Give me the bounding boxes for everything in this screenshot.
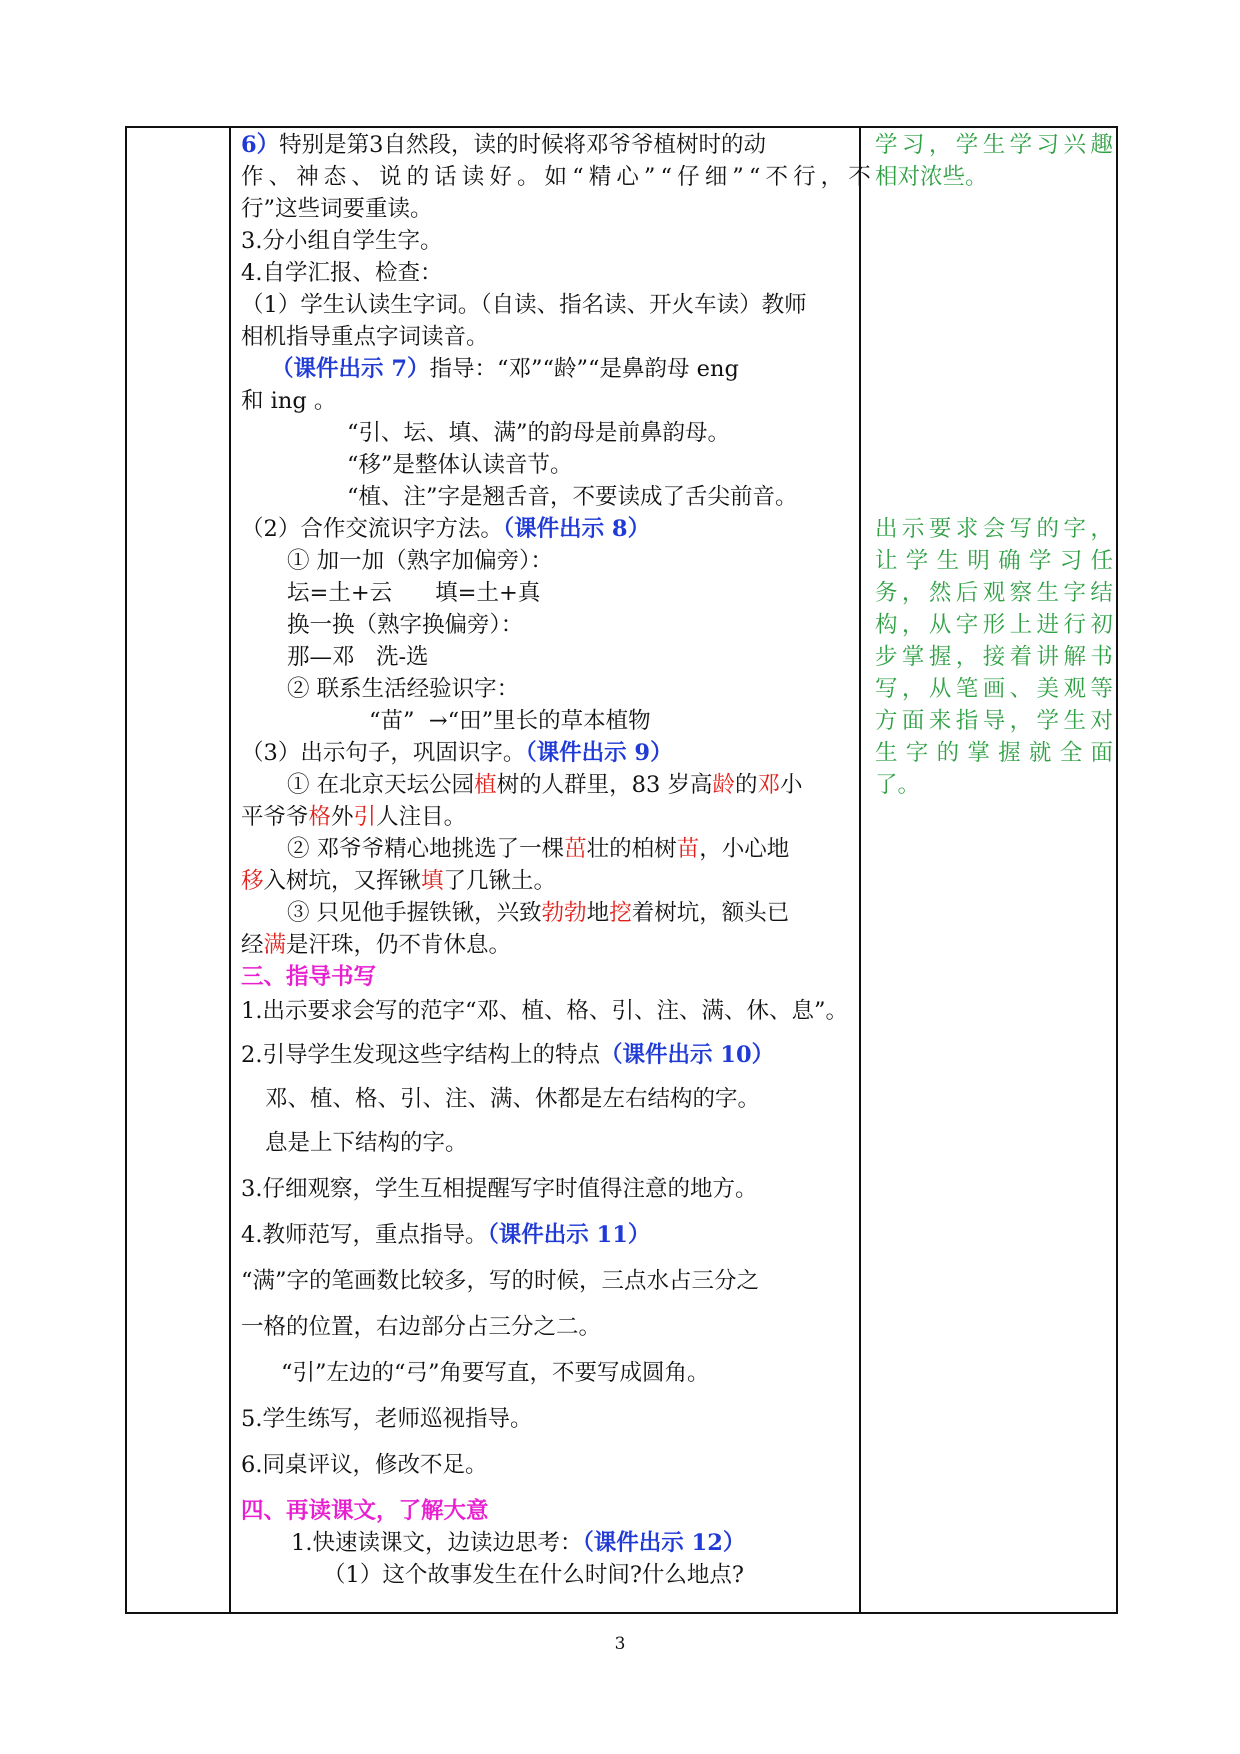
text-line: 3.分小组自学生字。 (241, 228, 443, 254)
text-line: 2.引导学生发现这些字结构上的特点（课件出示 10） (241, 1042, 775, 1068)
design-notes-column (875, 128, 1113, 1612)
text-line: 和 ing 。 (241, 388, 337, 414)
text-line: （2）合作交流识字方法。（课件出示 8） (241, 516, 651, 542)
note-line: 步 掌 握 ， 接 着 讲 解 书 (875, 644, 1113, 670)
note-line: 出 示 要 求 会 写 的 字 ， (875, 516, 1113, 542)
text-line: “引”左边的“弓”角要写直，不要写成圆角。 (281, 1360, 710, 1386)
text-line: 4.自学汇报、检查： (241, 260, 443, 286)
teaching-process-column (241, 128, 871, 1612)
text-line: 相机指导重点字词读音。 (241, 324, 489, 350)
note-line: 写 ， 从 笔 画 、 美 观 等 (875, 676, 1113, 702)
note-line: 务 ， 然 后 观 察 生 字 结 (875, 580, 1113, 606)
text-line: 坛=土+云 填=土+真 (287, 580, 541, 606)
text-line: （课件出示 7）指导：“邓”“龄”“是鼻韵母 eng (271, 356, 739, 382)
page-number: 3 (614, 1634, 626, 1654)
text-line: 6）特别是第3自然段，读的时候将邓爷爷植树时的动 (241, 132, 766, 158)
section-heading: 三、指导书写 (241, 964, 377, 990)
note-line: 了。 (875, 772, 921, 798)
column-divider (229, 128, 231, 1612)
text-line: 行”这些词要重读。 (241, 196, 433, 222)
example-sentence: ② 邓爷爷精心地挑选了一棵茁壮的柏树苗，小心地 (287, 836, 790, 862)
text-line: （3）出示句子，巩固识字。（课件出示 9） (241, 740, 673, 766)
text-line: “植、注”字是翘舌音，不要读成了舌尖前音。 (347, 484, 798, 510)
text-line: （1）学生认读生字词。（自读、指名读、开火车读）教师 (241, 292, 807, 318)
text-line: 5.学生练写，老师巡视指导。 (241, 1406, 533, 1432)
text-line: 4.教师范写，重点指导。（课件出示 11） (241, 1222, 651, 1248)
text-line: 息是上下结构的字。 (265, 1130, 468, 1156)
text-line: 那—邓 洗-选 (287, 644, 429, 670)
example-sentence: 经满是汗珠，仍不肯休息。 (241, 932, 512, 958)
text-line: ① 加一加（熟字加偏旁）： (287, 548, 553, 574)
text-line: 1.快速读课文，边读边思考：（课件出示 12） (291, 1530, 746, 1556)
note-line: 生 字 的 掌 握 就 全 面 (875, 740, 1113, 766)
text-line: “移”是整体认读音节。 (347, 452, 573, 478)
text-line: 3.仔细观察，学生互相提醒写字时值得注意的地方。 (241, 1176, 758, 1202)
example-sentence: 平爷爷格外引人注目。 (241, 804, 467, 830)
text-line: ② 联系生活经验识字： (287, 676, 520, 702)
text-line: 作 、 神 态 、 说 的 话 读 好 。 如 “ 精 心 ” “ 仔 细 ” “ 不 行 ， 不 (241, 164, 871, 190)
text-line: “苗” →“田”里长的草本植物 (369, 708, 651, 734)
lesson-table (125, 126, 1118, 1614)
example-sentence: 移入树坑，又挥锹填了几锹土。 (241, 868, 557, 894)
text-line: “满”字的笔画数比较多，写的时候，三点水占三分之 (241, 1268, 760, 1294)
text-line: 换一换（熟字换偏旁）： (287, 612, 524, 638)
note-line: 让 学 生 明 确 学 习 任 (875, 548, 1113, 574)
note-line: 学 习 ， 学 生 学 习 兴 趣 (875, 132, 1113, 158)
note-line: 相对浓些。 (875, 164, 988, 190)
note-line: 构 ， 从 字 形 上 进 行 初 (875, 612, 1113, 638)
example-sentence: ① 在北京天坛公园植树的人群里，83 岁高龄的邓小 (287, 772, 803, 798)
text-line: “引、坛、填、满”的韵母是前鼻韵母。 (347, 420, 731, 446)
text-line: 邓、植、格、引、注、满、休都是左右结构的字。 (265, 1086, 761, 1112)
text-line: （1）这个故事发生在什么时间?什么地点? (323, 1562, 744, 1588)
text-line: 一格的位置，右边部分占三分之二。 (241, 1314, 602, 1340)
note-line: 方 面 来 指 导 ， 学 生 对 (875, 708, 1113, 734)
text-line: 6.同桌评议，修改不足。 (241, 1452, 488, 1478)
section-heading: 四、再读课文，了解大意 (241, 1498, 489, 1524)
example-sentence: ③ 只见他手握铁锹，兴致勃勃地挖着树坑，额头已 (287, 900, 790, 926)
text-line: 1.出示要求会写的范字“邓、植、格、引、注、满、休、息”。 (241, 998, 848, 1024)
